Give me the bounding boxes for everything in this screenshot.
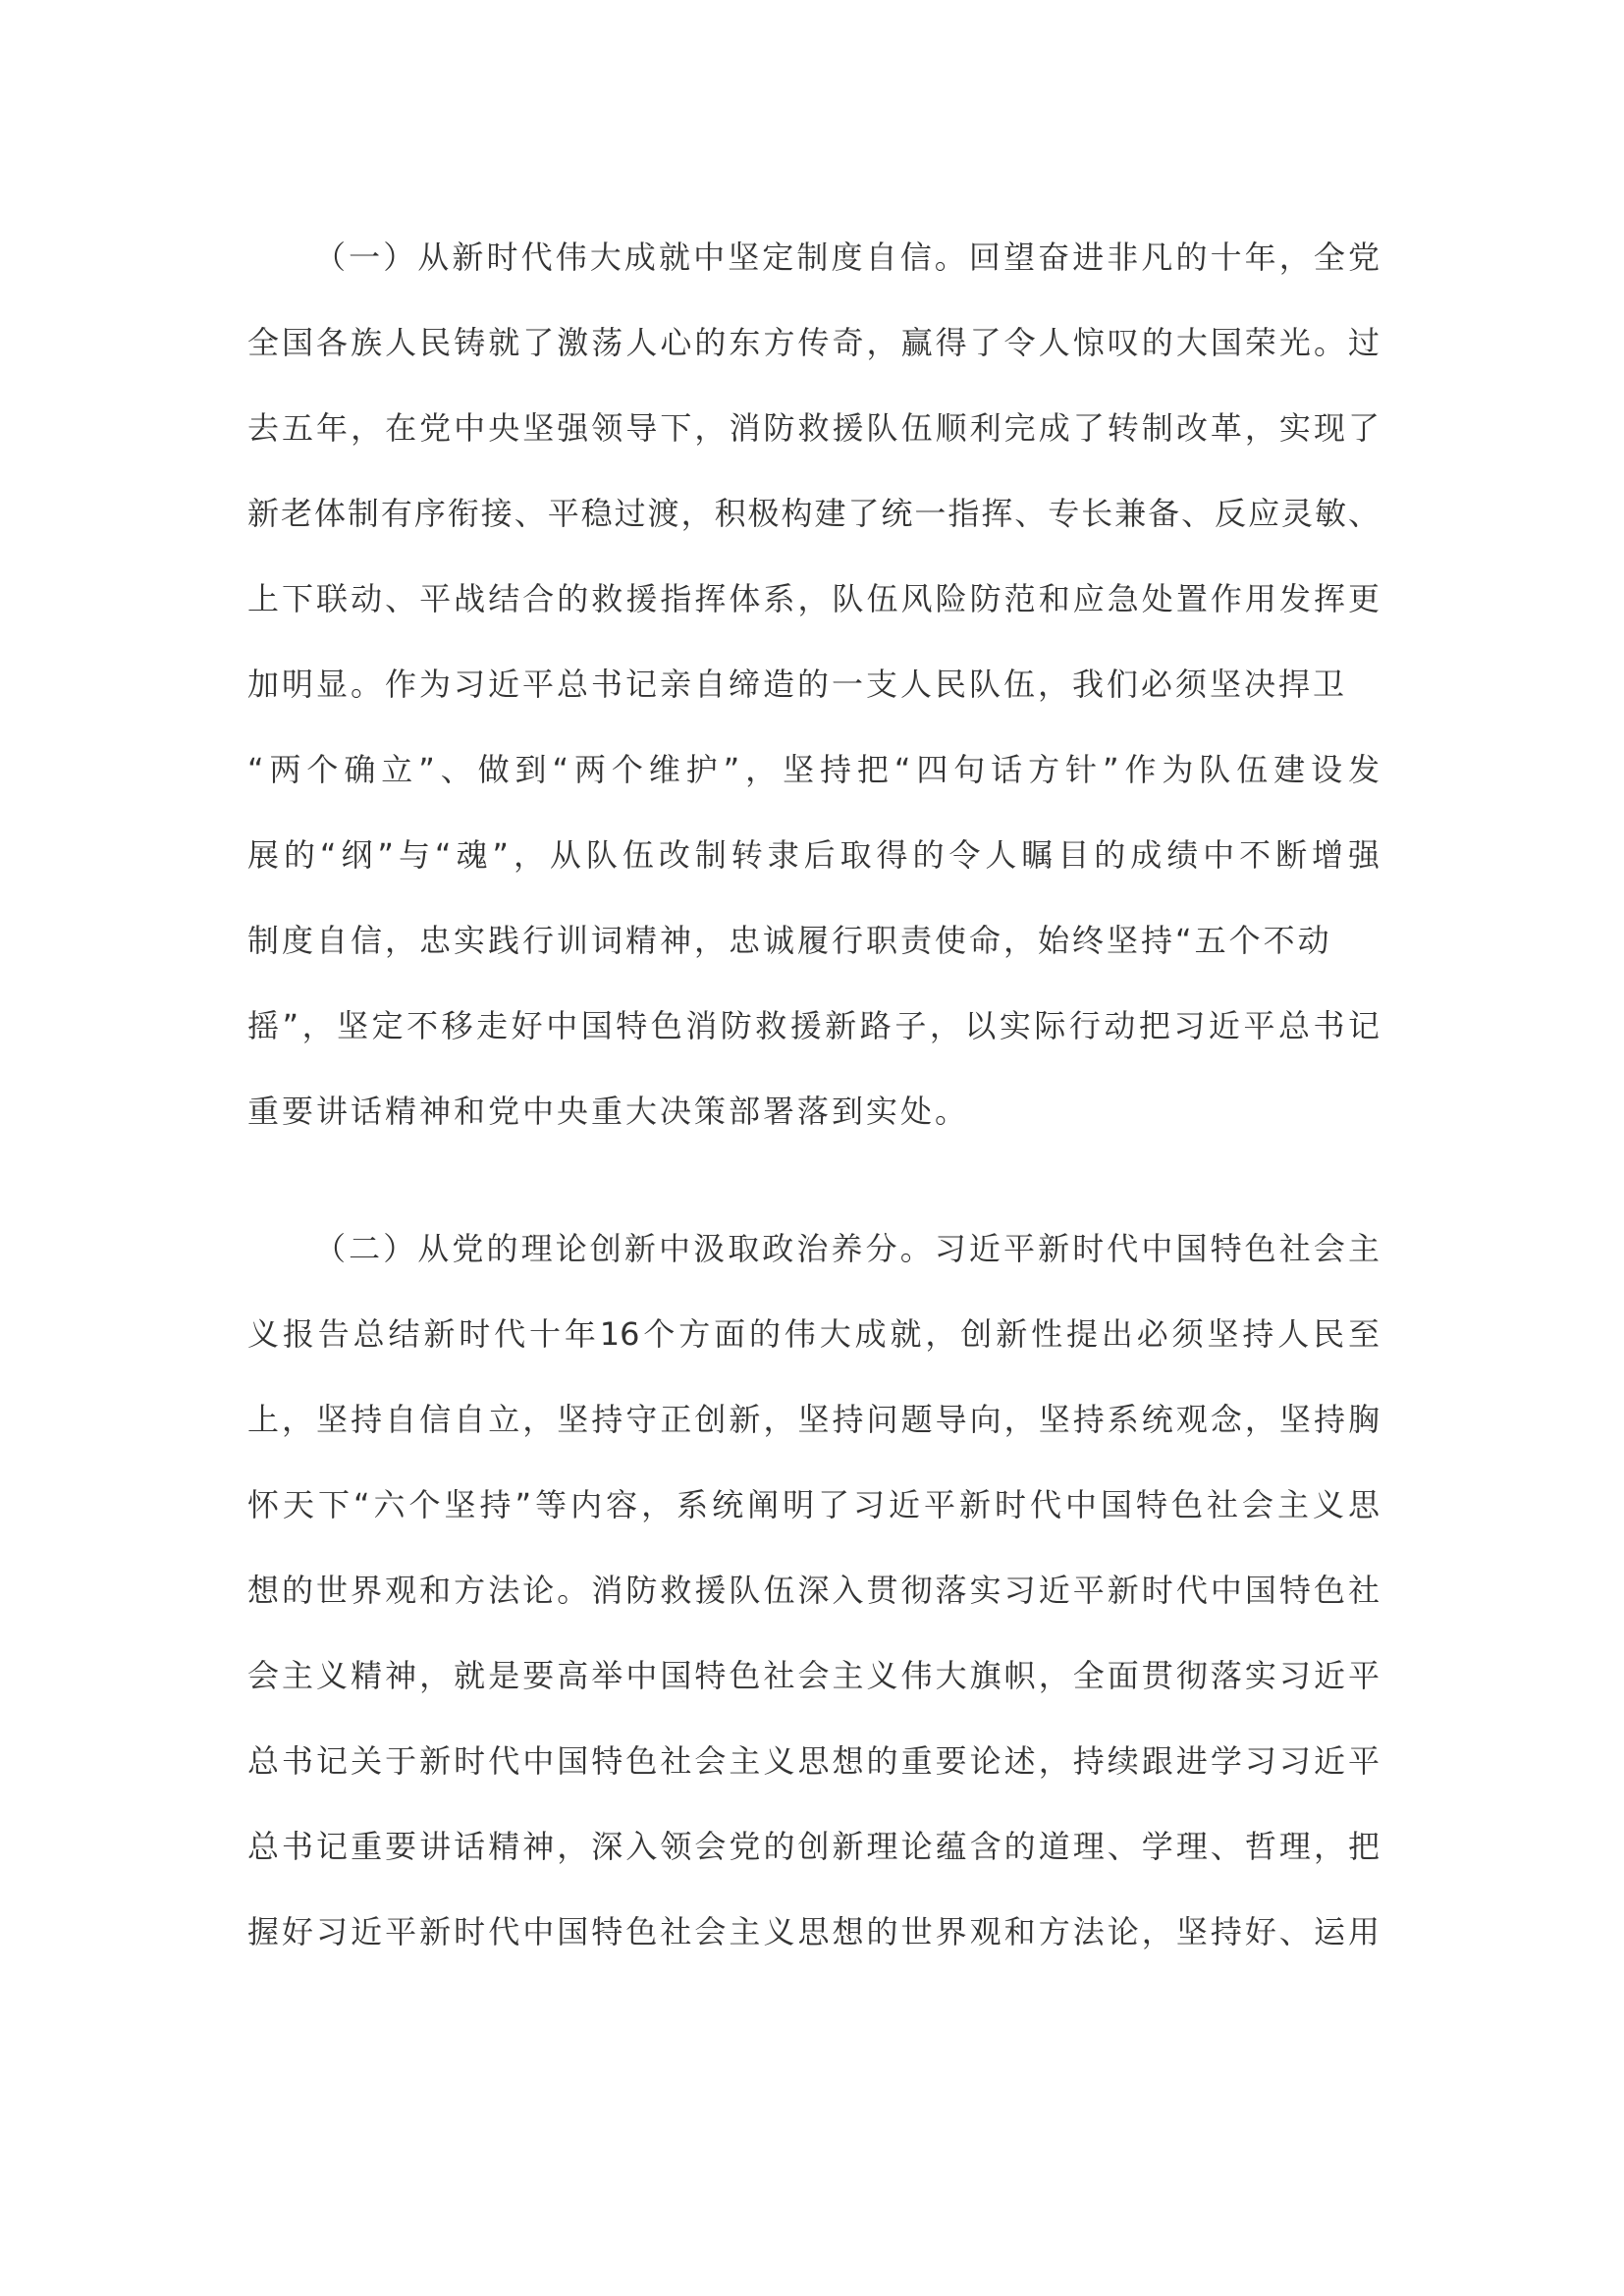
paragraph-line: 想的世界观和方法论。消防救援队伍深入贯彻落实习近平新时代中国特色社: [247, 1572, 1380, 1609]
paragraph-line: 加明显。作为习近平总书记亲自缔造的一支人民队伍，我们必须坚决捍卫: [247, 666, 1348, 703]
paragraph-line: 怀天下“六个坚持”等内容，系统阐明了习近平新时代中国特色社会主义思: [247, 1486, 1380, 1523]
paragraph-heading-line: （二）从党的理论创新中汲取政治养分。习近平新时代中国特色社会主: [314, 1230, 1380, 1267]
paragraph-line: 摇”，坚定不移走好中国特色消防救援新路子，以实际行动把习近平总书记: [247, 1007, 1380, 1044]
paragraph-line: 总书记关于新时代中国特色社会主义思想的重要论述，持续跟进学习习近平: [247, 1742, 1380, 1780]
paragraph-line: 会主义精神，就是要高举中国特色社会主义伟大旗帜，全面贯彻落实习近平: [247, 1657, 1380, 1694]
paragraph-line: 上，坚持自信自立，坚持守正创新，坚持问题导向，坚持系统观念，坚持胸: [247, 1401, 1380, 1438]
paragraph-heading-line: （一）从新时代伟大成就中坚定制度自信。回望奋进非凡的十年，全党: [314, 239, 1380, 276]
paragraph-line: 去五年，在党中央坚强领导下，消防救援队伍顺利完成了转制改革，实现了: [247, 409, 1380, 447]
paragraph-line: “两个确立”、做到“两个维护”，坚持把“四句话方针”作为队伍建设发: [247, 751, 1380, 788]
paragraph-line: 总书记重要讲话精神，深入领会党的创新理论蕴含的道理、学理、哲理，把: [247, 1828, 1380, 1865]
paragraph-line: 重要讲话精神和党中央重大决策部署落到实处。: [247, 1093, 970, 1130]
paragraph-line: 握好习近平新时代中国特色社会主义思想的世界观和方法论，坚持好、运用: [247, 1913, 1380, 1950]
paragraph-line: 义报告总结新时代十年16个方面的伟大成就，创新性提出必须坚持人民至: [247, 1315, 1380, 1353]
paragraph-line: 展的“纲”与“魂”，从队伍改制转隶后取得的令人瞩目的成绩中不断增强: [247, 836, 1380, 874]
paragraph-line: 新老体制有序衔接、平稳过渡，积极构建了统一指挥、专长兼备、反应灵敏、: [247, 495, 1380, 532]
paragraph-line: 上下联动、平战结合的救援指挥体系，队伍风险防范和应急处置作用发挥更: [247, 580, 1380, 617]
paragraph-line: 全国各族人民铸就了激荡人心的东方传奇，赢得了令人惊叹的大国荣光。过: [247, 324, 1380, 361]
paragraph-line: 制度自信，忠实践行训词精神，忠诚履行职责使命，始终坚持“五个不动: [247, 922, 1332, 959]
